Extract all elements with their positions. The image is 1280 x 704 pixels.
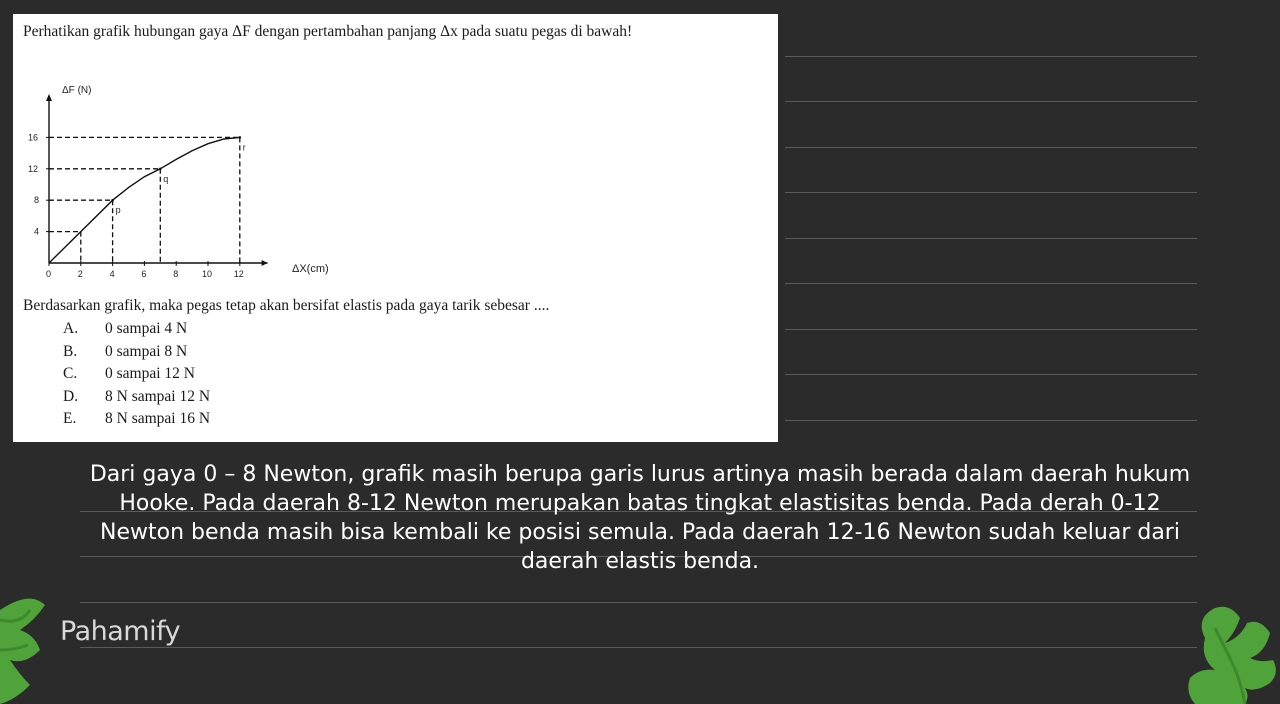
option-letter: E.: [63, 410, 77, 427]
explanation-text: Dari gaya 0 – 8 Newton, grafik masih berupa garis lurus artinya masih berada dalam daerah hukum Hooke. Pada daerah 8-12 Newton merupakan batas tingkat elastisitas benda. Pada derah 0-12 Newton benda masih bisa kembali ke posisi semula. Pada daerah 12-16 Newton sudah keluar dari daerah elastis benda.: [89, 462, 1191, 574]
data-point: [239, 136, 242, 139]
ruled-line: [785, 147, 1197, 148]
force-extension-graph: [13, 14, 433, 294]
question-card: [13, 14, 778, 442]
option-letter: C.: [63, 365, 78, 382]
y-axis-label: ΔF (N): [62, 85, 92, 96]
x-tick-label: 8: [173, 269, 179, 279]
point-label: r: [242, 142, 246, 153]
data-point: [111, 199, 114, 202]
option-text: 8 N sampai 16 N: [105, 410, 211, 427]
y-tick-label: 8: [34, 195, 40, 206]
x-axis-arrow: [262, 260, 268, 266]
question-prompt: Berdasarkan grafik, maka pegas tetap akan bersifat elastis pada gaya tarik sebesar ....: [23, 297, 550, 314]
option-letter: D.: [63, 387, 79, 405]
x-tick-label: 4: [109, 269, 115, 279]
answer-option[interactable]: [63, 341, 210, 364]
option-text: 0 sampai 12 N: [105, 365, 195, 382]
y-tick-label: 4: [34, 226, 40, 237]
leaf-left-icon: [0, 590, 80, 704]
answer-option[interactable]: [63, 408, 210, 431]
x-tick-label: 12: [233, 269, 244, 279]
ruled-line: [785, 238, 1197, 239]
ruled-line: [785, 56, 1197, 57]
question-intro: Perhatikan grafik hubungan gaya ΔF dengan pertambahan panjang Δx pada suatu pegas di bawah!: [23, 23, 633, 40]
x-tick-label: 6: [141, 269, 147, 279]
option-text: 8 N sampai 12 N: [105, 387, 211, 405]
answer-option[interactable]: [63, 386, 210, 409]
option-text: 0 sampai 4 N: [105, 320, 188, 337]
point-label: q: [163, 173, 169, 184]
ruled-line: [785, 420, 1197, 421]
ruled-line: [785, 374, 1197, 375]
ruled-line: [785, 101, 1197, 102]
ruled-line: [80, 602, 1197, 603]
y-axis-arrow: [46, 94, 52, 101]
y-tick-label: 16: [28, 132, 39, 143]
x-tick-label: 0: [46, 269, 52, 279]
ruled-line: [785, 283, 1197, 284]
answer-option[interactable]: [63, 363, 210, 386]
x-tick-label: 2: [77, 269, 83, 279]
answer-option[interactable]: [63, 318, 210, 341]
pahamify-logo: Pahamify: [60, 616, 181, 647]
answer-options: [63, 318, 210, 431]
option-text: 0 sampai 8 N: [105, 342, 188, 360]
ruled-line: [785, 329, 1197, 330]
data-point: [159, 168, 162, 171]
option-letter: A.: [63, 320, 79, 337]
x-axis-label: ΔX(cm): [292, 263, 329, 275]
ruled-line: [80, 647, 1197, 648]
option-letter: B.: [63, 342, 78, 360]
leaf-right-icon: [1185, 598, 1280, 704]
x-tick-label: 10: [202, 269, 213, 279]
ruled-line: [785, 192, 1197, 193]
point-label: p: [115, 205, 121, 216]
y-tick-label: 12: [28, 163, 39, 174]
